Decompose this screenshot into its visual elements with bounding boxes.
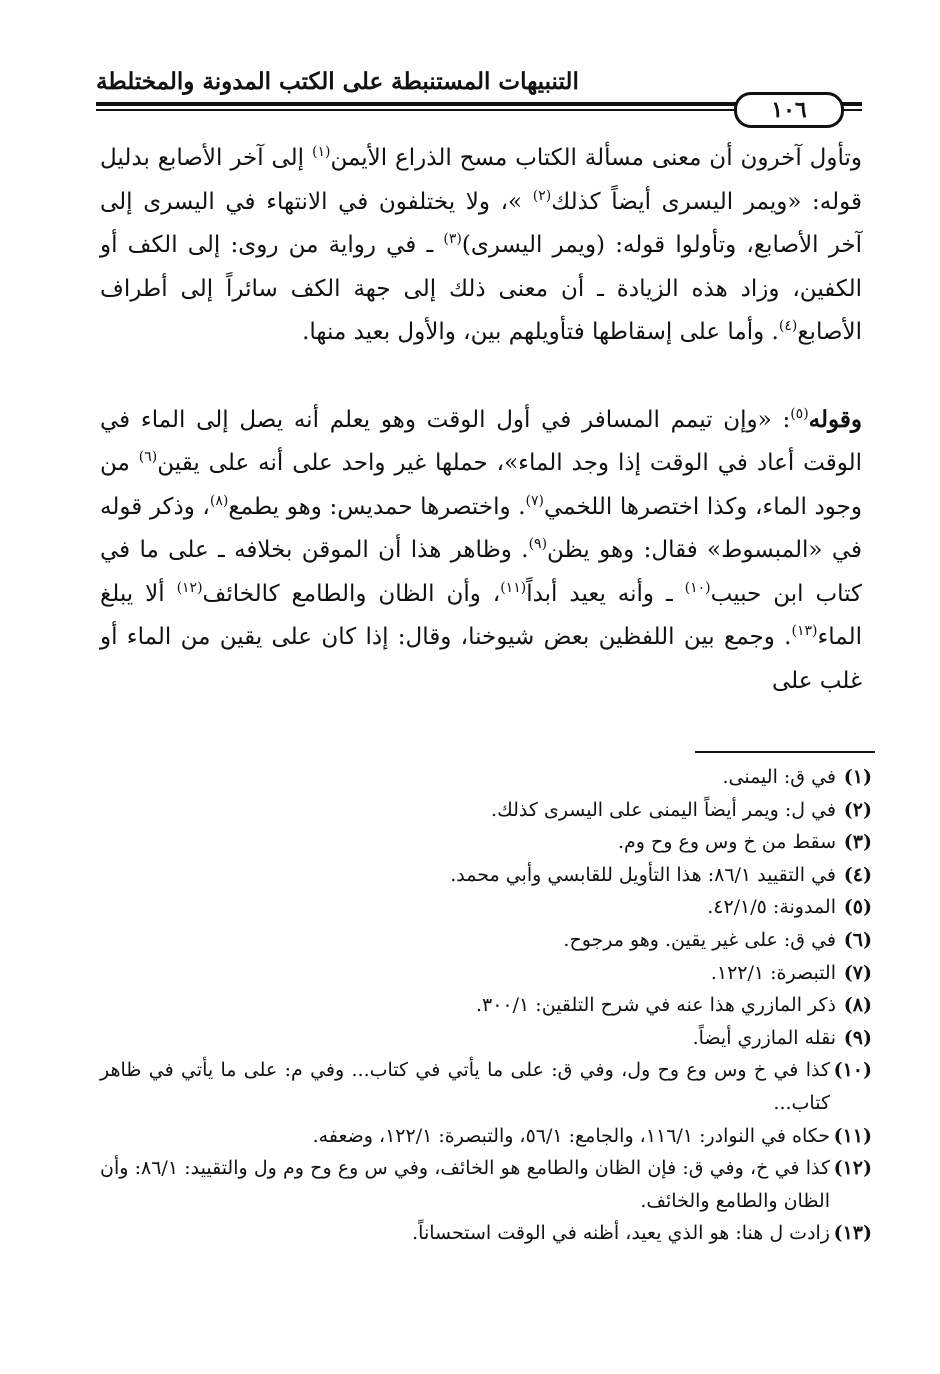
- lead-word: وقوله: [808, 405, 862, 433]
- text-run: : «وإن تيمم المسافر في أول الوقت وهو يعلم أنه يصل إلى الماء في الوقت أعاد في الوقت إذا وجد الماء»، حملها غير واحد على أنه على يقين: [100, 406, 863, 476]
- footnote-text: في ق: اليمنى.: [722, 766, 836, 788]
- footnote-ref: (١٣): [791, 623, 818, 639]
- footnote-number: (١٢): [833, 1157, 872, 1180]
- footnote-number: (١٠): [833, 1059, 872, 1082]
- text-run: وتأول آخرون أن معنى مسألة الكتاب مسح الذراع الأيمن: [330, 145, 862, 171]
- page-number: ١٠٦: [734, 92, 844, 128]
- footnote: [100, 957, 872, 990]
- text-run: ـ في رواية من روى: إلى الكف أو الكفين، وزاد هذه الزيادة ـ أن معنى ذلك إلى جهة الكف سائراً إلى أطراف الأصابع: [100, 232, 862, 345]
- footnote-ref: (١٠): [684, 579, 711, 596]
- footnote-ref: (٧): [525, 492, 544, 509]
- footnote-ref: (٩): [528, 536, 548, 552]
- running-header: [96, 68, 862, 130]
- paragraph-2: [100, 398, 862, 704]
- footnote-ref: (١): [311, 144, 331, 160]
- footnote: [100, 1054, 872, 1119]
- footnote-separator: [695, 751, 875, 753]
- text-run: ألا يبلغ الماء: [100, 580, 862, 650]
- footnote: [100, 1152, 872, 1217]
- footnote-text: كذا في خ، وفي ق: فإن الظان والطامع هو الخائف، وفي س وع وح وم ول والتقييد: ٨٦/١: وأن الظان والطامع والخائف.: [100, 1157, 830, 1212]
- footnote-number: (٥): [843, 896, 872, 919]
- text-run: »، ولا يختلفون في الانتهاء في اليسرى إلى آخر الأصابع، وتأولوا قوله: (ويمر اليسرى): [100, 188, 862, 258]
- footnote-number: (١): [843, 766, 872, 788]
- footnote-ref: (١١): [500, 579, 527, 596]
- text-run: ، وذكر قوله في «المبسوط» فقال: وهو يظن: [100, 493, 862, 563]
- footnote-ref: (١٢): [176, 579, 203, 596]
- header-title: التنبيهات المستنبطة على الكتب المدونة والمختلطة: [96, 68, 579, 95]
- footnote-number: (١١): [833, 1124, 872, 1147]
- footnote-text: في ق: على غير يقين. وهو مرجوح.: [563, 928, 836, 951]
- footnote-number: (١٣): [833, 1222, 872, 1245]
- footnote: [100, 891, 872, 924]
- footnote-text: في التقييد ٨٦/١: هذا التأويل للقابسي وأبي محمد.: [450, 863, 836, 886]
- footnote-number: (٨): [843, 994, 872, 1017]
- footnote-ref: (٥): [790, 405, 809, 422]
- text-run: . وظاهر هذا أن الموقن بخلافه ـ على ما في كتاب ابن حبيب: [100, 537, 862, 607]
- footnote: [100, 794, 872, 827]
- footnote-text: نقله المازري أيضاً.: [692, 1026, 836, 1049]
- footnote: [100, 826, 872, 859]
- footnote-ref: (٨): [209, 492, 229, 509]
- footnote-number: (٧): [843, 961, 872, 984]
- main-text: [100, 137, 862, 703]
- footnote-number: (٦): [843, 928, 872, 951]
- footnote-number: (٩): [843, 1026, 872, 1049]
- footnote-ref: (٦): [138, 449, 158, 465]
- footnote-ref: (٣): [443, 231, 462, 247]
- footnote: [100, 924, 872, 957]
- footnote-text: كذا في خ وس وع وح ول، وفي ق: على ما يأتي في كتاب... وفي م: على ما يأتي في ظاهر كتاب...: [100, 1059, 830, 1114]
- footnote-number: (٢): [843, 798, 872, 821]
- text-run: . وجمع بين اللفظين بعض شيوخنا، وقال: إذا كان على يقين من الماء أو غلب على: [100, 624, 862, 694]
- footnote: [100, 1120, 872, 1153]
- text-run: من وجود الماء، وكذا اختصرها اللخمي: [100, 450, 862, 520]
- footnote: [100, 859, 872, 892]
- paragraph-1: [100, 137, 862, 355]
- footnote-text: زادت ل هنا: هو الذي يعيد، أظنه في الوقت استحساناً.: [412, 1222, 830, 1245]
- footnote-text: التبصرة: ١٢٢/١.: [710, 961, 836, 984]
- text-run: . وأما على إسقاطها فتأويلهم بين، والأول بعيد منها.: [302, 319, 779, 345]
- footnote: [100, 761, 872, 794]
- text-run: ـ وأنه يعيد أبداً: [526, 580, 685, 607]
- footnote-number: (٣): [843, 831, 872, 854]
- footnote-ref: (٤): [778, 318, 798, 334]
- footnote-number: (٤): [843, 863, 872, 886]
- footnote-text: في ل: ويمر أيضاً اليمنى على اليسرى كذلك.: [491, 798, 836, 821]
- footnote: [100, 989, 872, 1022]
- footnote-ref: (٢): [532, 187, 552, 204]
- text-run: إلى آخر الأصابع بدليل قوله: «ويمر اليسرى أيضاً كذلك: [100, 145, 863, 215]
- footnote-text: سقط من خ وس وع وح وم.: [617, 831, 836, 854]
- footnote-text: ذكر المازري هذا عنه في شرح التلقين: ٣٠٠/١.: [475, 994, 836, 1017]
- text-run: ، وأن الظان والطامع كالخائف: [202, 580, 501, 607]
- footnote-text: المدونة: ٤٢/١/٥.: [707, 896, 836, 919]
- footnote: [100, 1022, 872, 1055]
- footnote-text: حكاه في النوادر: ١١٦/١، والجامع: ٥٦/١، والتبصرة: ١٢٢/١، وضعفه.: [312, 1124, 830, 1147]
- text-run: . واختصرها حمديس: وهو يطمع: [228, 493, 526, 520]
- footnote: [100, 1217, 872, 1250]
- footnotes: [100, 761, 872, 1250]
